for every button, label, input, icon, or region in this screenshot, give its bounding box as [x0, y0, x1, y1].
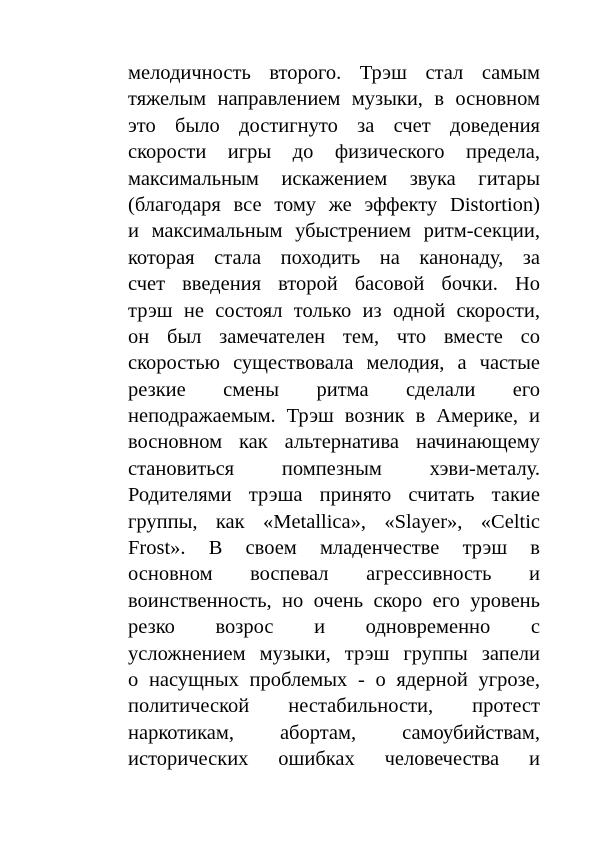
- text-line: максимальным искажением звука гитары: [128, 167, 540, 190]
- text-line: усложнением музыки, трэш группы запели: [128, 642, 540, 665]
- text-line: Родителями трэша принято считать такие: [128, 484, 540, 507]
- text-line: основном воспевал агрессивность и: [128, 563, 540, 586]
- text-line: восновном как альтернатива начинающему: [128, 431, 540, 454]
- text-line: исторических ошибках человечества и: [128, 748, 540, 771]
- body-text: [128, 60, 540, 773]
- text-line: наркотикам, абортам, самоубийствам,: [128, 721, 540, 744]
- text-line: скорости игры до физического предела,: [128, 141, 540, 164]
- text-line: тяжелым направлением музыки, в основном: [128, 88, 540, 111]
- text-line: политической нестабильности, протест: [128, 695, 540, 718]
- text-line: о насущных проблемых - о ядерной угрозе,: [128, 668, 540, 691]
- text-line: трэш не состоял только из одной скорости,: [128, 299, 540, 322]
- text-line: неподражаемым. Трэш возник в Америке, и: [128, 405, 540, 428]
- text-line: резкие смены ритма сделали его: [128, 378, 540, 401]
- text-line: и максимальным убыстрением ритм-секции,: [128, 220, 540, 243]
- text-line: (благодаря все тому же эффекту Distortion): [128, 193, 540, 216]
- text-line: воинственность, но очень скоро его уровень: [128, 589, 540, 612]
- text-line: которая стала походить на канонаду, за: [128, 246, 540, 269]
- text-line: это было достигнуто за счет доведения: [128, 114, 540, 137]
- text-line: скоростью существовала мелодия, а частые: [128, 352, 540, 375]
- text-line: группы, как «Metallica», «Slayer», «Celtic: [128, 510, 540, 533]
- text-line: он был замечателен тем, что вместе со: [128, 325, 540, 348]
- text-line: становиться помпезным хэви-металу.: [128, 457, 540, 480]
- text-line: мелодичность второго. Трэш стал самым: [128, 62, 540, 84]
- text-line: счет введения второй басовой бочки. Но: [128, 273, 540, 296]
- text-line: Frost». В своем младенчестве трэш в: [128, 537, 540, 560]
- text-line: резко возрос и одновременно с: [128, 616, 540, 639]
